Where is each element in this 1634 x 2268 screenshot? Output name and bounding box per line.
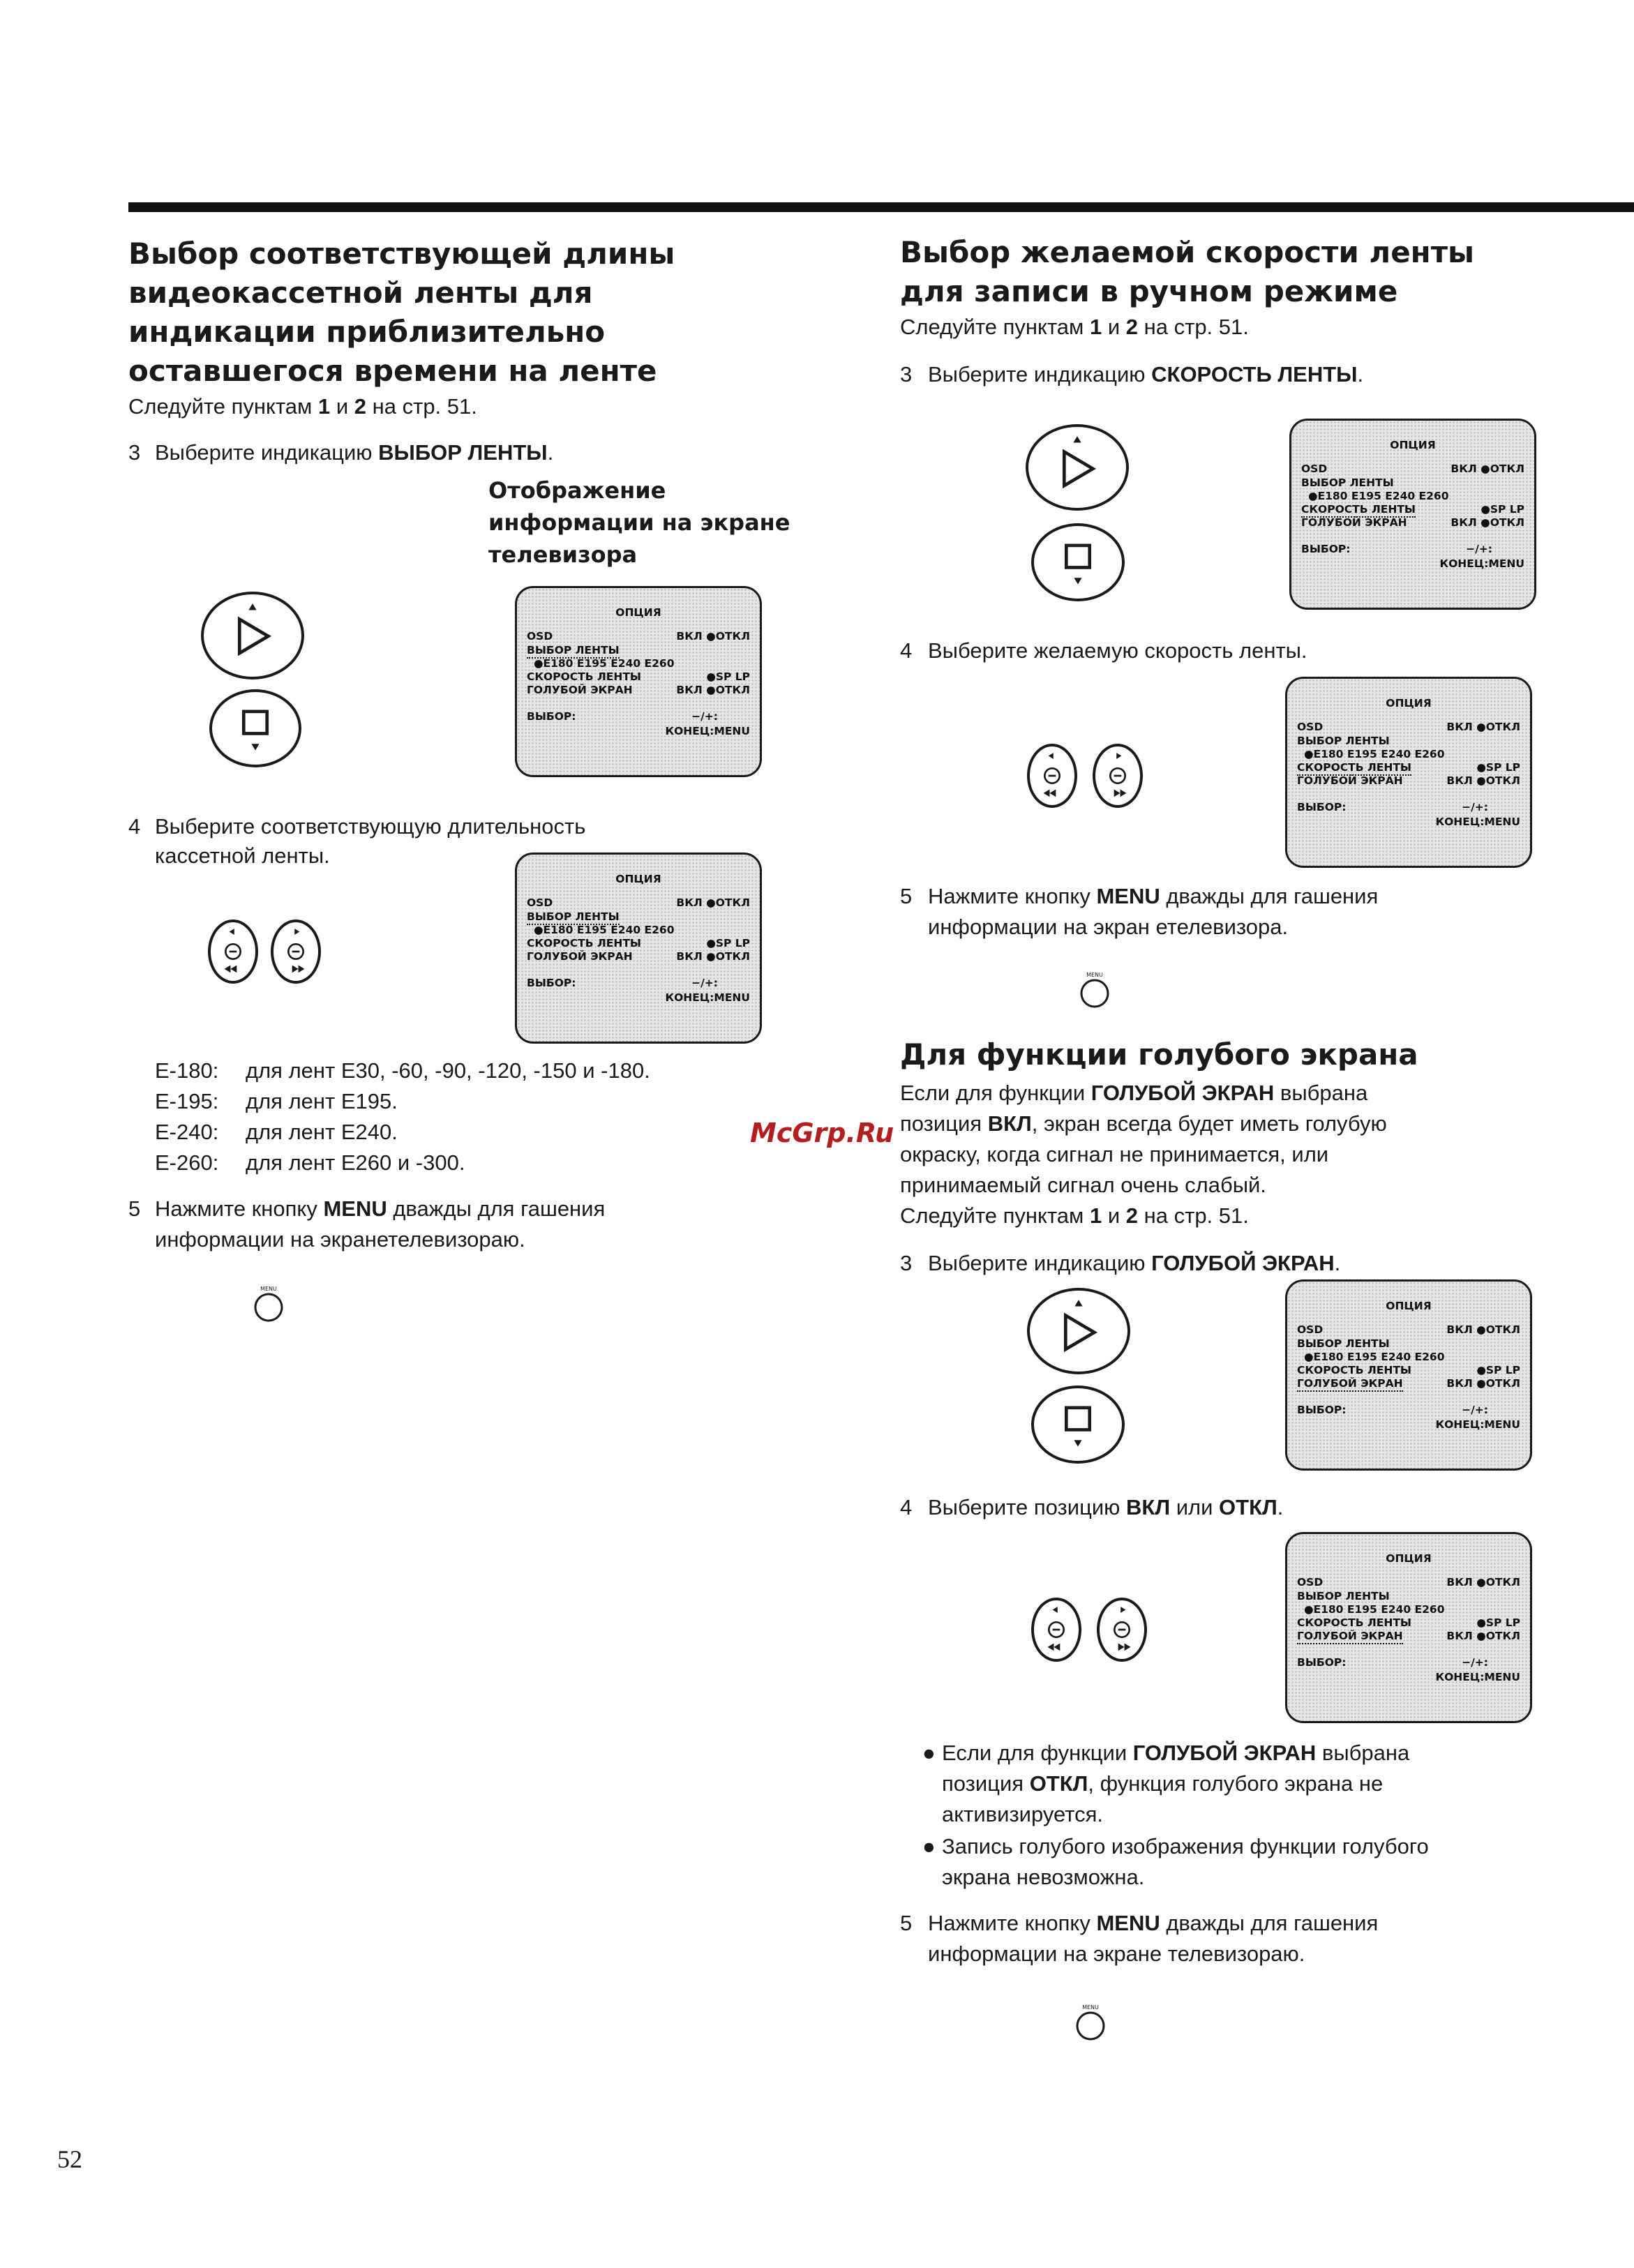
left-step3-number: 3 [128,440,141,465]
blue-intro-line-2: позиция ВКЛ, экран всегда будет иметь голубую [900,1111,1387,1136]
left-heading-line: видеокассетной ленты для [128,276,593,310]
stop-down-button[interactable] [209,689,301,767]
right-step5-text-2: информации на экран етелевизора. [928,915,1289,939]
rewind-icon [211,922,255,981]
tv-osd-screen: ОПЦИЯ OSD ВКЛ ●ОТКЛ ВЫБОР ЛЕНТЫ ●E180 E195 E240 E260 СКОРОСТЬ ЛЕНТЫ ●SP LP ГОЛУБОЙ ЭКРАН ВКЛ ●ОТКЛ ВЫБОР: −/+: КОНЕЦ:MENU [515,586,762,777]
menu-button-icon [1073,2001,1108,2043]
rewind-button[interactable] [1027,744,1077,808]
right-heading-speed: Выбор желаемой скорости ленты для записи в ручном режиме [900,235,1475,308]
play-up-button[interactable] [1026,424,1129,511]
stop-down-icon [1034,526,1122,599]
left-step3-text: Выберите индикацию ВЫБОР ЛЕНТЫ. [155,440,554,465]
play-up-icon [1030,1291,1127,1372]
tape-code: E-195: [155,1089,219,1113]
left-heading-line: индикации приблизительно [128,315,606,349]
fast-forward-icon [1095,746,1140,805]
screen-caption: Отображение информации на экране телевизора [488,477,790,568]
tv-osd-screen: ОПЦИЯ OSD ВКЛ ●ОТКЛ ВЫБОР ЛЕНТЫ ●E180 E195 E240 E260 СКОРОСТЬ ЛЕНТЫ ●SP LP ГОЛУБОЙ ЭКРАН ВКЛ ●ОТКЛ ВЫБОР: −/+: КОНЕЦ:MENU [1285,1279,1532,1471]
right-step5-number: 5 [900,884,913,908]
menu-button-icon [251,1282,286,1324]
menu-button-label: MENU [1086,972,1103,978]
stop-down-icon [1034,1388,1122,1461]
note-bullet: ● [922,1741,936,1765]
left-step5-text-2: информации на экранетелевизораю. [155,1227,525,1252]
tv-osd-screen: ОПЦИЯ OSD ВКЛ ●ОТКЛ ВЫБОР ЛЕНТЫ ●E180 E195 E240 E260 СКОРОСТЬ ЛЕНТЫ ●SP LP ГОЛУБОЙ ЭКРАН ВКЛ ●ОТКЛ ВЫБОР: −/+: КОНЕЦ:MENU [1285,677,1532,868]
left-step5-number: 5 [128,1196,141,1221]
right-step5b-text-2: информации на экране телевизораю. [928,1942,1305,1966]
right-follow-steps-1: Следуйте пунктам 1 и 2 на стр. 51. [900,315,1249,339]
play-up-button[interactable] [1027,1288,1130,1374]
note2-line-2: экрана невозможна. [942,1865,1145,1889]
right-step4-text: Выберите желаемую скорость ленты. [928,638,1307,663]
note2-line-1: Запись голубого изображения функции голубого [942,1834,1429,1858]
right-step3b-number: 3 [900,1251,913,1275]
fast-forward-icon [273,922,318,981]
rewind-icon [1034,1600,1079,1659]
right-step5-text: Нажмите кнопку MENU дважды для гашения [928,884,1379,908]
note1-line-2: позиция ОТКЛ, функция голубого экрана не [942,1771,1384,1796]
osd-selected-row: СКОРОСТЬ ЛЕНТЫ [1297,761,1411,776]
fast-forward-icon [1100,1600,1144,1659]
menu-button[interactable] [251,1282,286,1324]
left-heading [128,234,675,391]
rewind-icon [1030,746,1074,805]
right-step4b-text: Выберите позицию ВКЛ или ОТКЛ. [928,1495,1284,1519]
tape-desc: для лент E30, -60, -90, -120, -150 и -180. [246,1058,650,1083]
rewind-button[interactable] [1031,1598,1081,1662]
left-step4-text-2: кассетной ленты. [155,843,330,868]
right-step4b-number: 4 [900,1495,913,1519]
left-heading-line: Выбор соответствующей длины [128,236,675,271]
page-number: 52 [57,2145,82,2173]
left-step5-text: Нажмите кнопку MENU дважды для гашения [155,1196,606,1221]
left-follow-steps: Следуйте пунктам 1 и 2 на стр. 51. [128,394,477,419]
tv-osd-screen: ОПЦИЯ OSD ВКЛ ●ОТКЛ ВЫБОР ЛЕНТЫ ●E180 E195 E240 E260 СКОРОСТЬ ЛЕНТЫ ●SP LP ГОЛУБОЙ ЭКРАН ВКЛ ●ОТКЛ ВЫБОР: −/+: КОНЕЦ:MENU [1285,1532,1532,1723]
menu-button-label: MENU [260,1286,277,1292]
tape-desc: для лент E195. [246,1089,398,1113]
play-up-icon [204,594,301,677]
right-step5b-number: 5 [900,1911,913,1935]
tape-code: E-260: [155,1150,219,1175]
menu-button[interactable] [1077,968,1112,1010]
tv-osd-screen: ОПЦИЯ OSD ВКЛ ●ОТКЛ ВЫБОР ЛЕНТЫ ●E180 E195 E240 E260 СКОРОСТЬ ЛЕНТЫ ●SP LP ГОЛУБОЙ ЭКРАН ВКЛ ●ОТКЛ ВЫБОР: −/+: КОНЕЦ:MENU [1289,419,1536,610]
osd-selected-row: ГОЛУБОЙ ЭКРАН [1297,1630,1403,1644]
right-step5b-text: Нажмите кнопку MENU дважды для гашения [928,1911,1379,1935]
blue-intro-line-1: Если для функции ГОЛУБОЙ ЭКРАН выбрана [900,1081,1368,1105]
blue-intro-line-4: принимаемый сигнал очень слабый. [900,1173,1266,1197]
osd-selected-row: СКОРОСТЬ ЛЕНТЫ [1301,503,1416,518]
tape-desc: для лент E240. [246,1120,398,1144]
fast-forward-button[interactable] [1097,1598,1147,1662]
tape-code: E-240: [155,1120,219,1144]
tv-osd-screen: ОПЦИЯ OSD ВКЛ ●ОТКЛ ВЫБОР ЛЕНТЫ ●E180 E195 E240 E260 СКОРОСТЬ ЛЕНТЫ ●SP LP ГОЛУБОЙ ЭКРАН ВКЛ ●ОТКЛ ВЫБОР: −/+: КОНЕЦ:MENU [515,853,762,1044]
note1-line-3: активизируется. [942,1802,1103,1826]
note-bullet: ● [922,1834,936,1858]
tape-desc: для лент E260 и -300. [246,1150,465,1175]
osd-selected-row: ВЫБОР ЛЕНТЫ [527,644,620,659]
right-step3-number: 3 [900,362,913,386]
osd-selected-row: ГОЛУБОЙ ЭКРАН [1297,1377,1403,1392]
blue-intro-line-3: окраску, когда сигнал не принимается, или [900,1142,1329,1166]
left-step4-text: Выберите соответствующую длительность [155,814,586,839]
note1-line-1: Если для функции ГОЛУБОЙ ЭКРАН выбрана [942,1741,1410,1765]
play-up-icon [1028,427,1126,508]
right-follow-steps-2: Следуйте пунктам 1 и 2 на стр. 51. [900,1203,1249,1228]
left-heading-line: оставшегося времени на ленте [128,354,657,388]
menu-button[interactable] [1073,2001,1108,2043]
right-step3-text: Выберите индикацию СКОРОСТЬ ЛЕНТЫ. [928,362,1364,386]
watermark: McGrp.Ru [750,1118,894,1148]
osd-selected-row: ВЫБОР ЛЕНТЫ [527,910,620,925]
menu-button-label: MENU [1082,2004,1099,2011]
right-step3b-text: Выберите индикацию ГОЛУБОЙ ЭКРАН. [928,1251,1341,1275]
fast-forward-button[interactable] [1093,744,1143,808]
fast-forward-button[interactable] [271,919,321,984]
rewind-button[interactable] [208,919,258,984]
stop-down-icon [212,692,299,765]
top-rule [128,202,1634,212]
menu-button-icon [1077,968,1112,1010]
right-step4-number: 4 [900,638,913,663]
stop-down-button[interactable] [1031,1385,1125,1464]
play-up-button[interactable] [201,592,304,679]
right-heading-blue: Для функции голубого экрана [900,1037,1418,1072]
tape-code: E-180: [155,1058,219,1083]
left-step4-number: 4 [128,814,141,839]
stop-down-button[interactable] [1031,523,1125,601]
